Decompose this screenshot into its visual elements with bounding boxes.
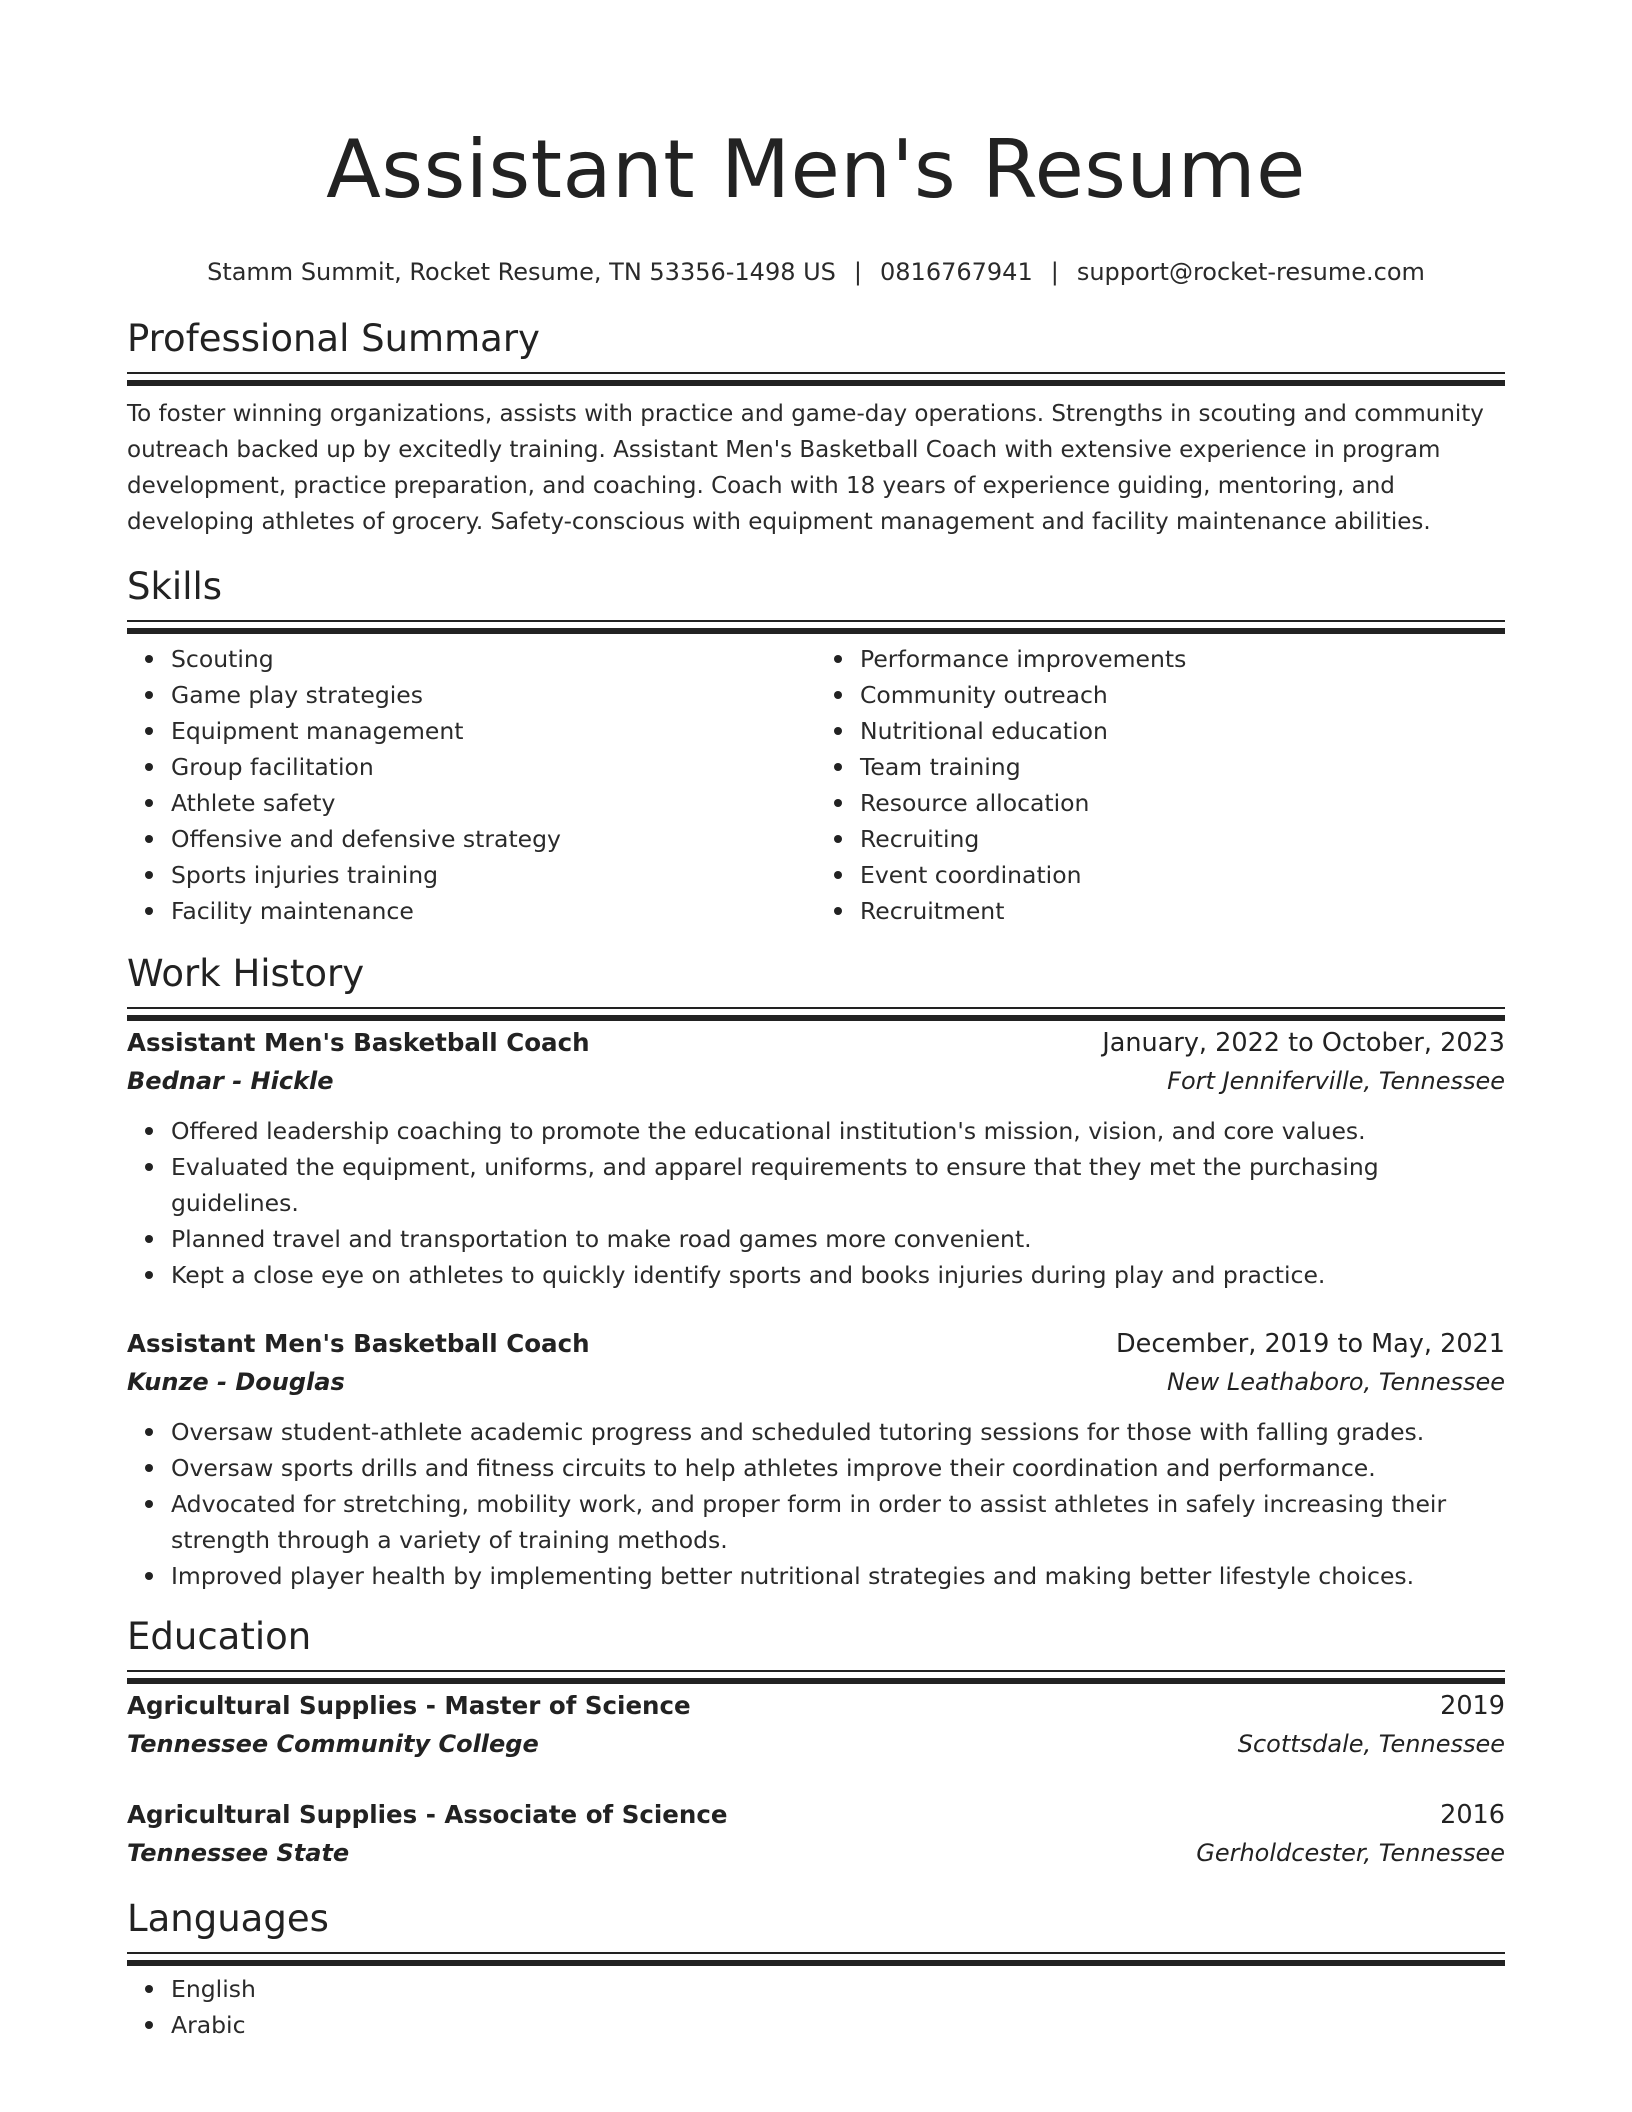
bullet-icon — [145, 835, 153, 843]
list-item: Team training — [860, 749, 1505, 785]
degree-title: Agricultural Supplies - Master of Science — [127, 1691, 691, 1720]
list-item: Athlete safety — [171, 785, 816, 821]
list-item: Kept a close eye on athletes to quickly identify sports and books injuries during play and practice. — [171, 1257, 1505, 1293]
list-item: Offensive and defensive strategy — [171, 821, 816, 857]
address: Stamm Summit, Rocket Resume, TN 53356-1498 US — [207, 258, 836, 286]
bullet-icon — [145, 691, 153, 699]
education-section — [127, 1614, 1505, 1872]
job-duties-list — [127, 1414, 1505, 1594]
list-item: Group facilitation — [171, 749, 816, 785]
section-divider — [127, 1670, 1505, 1672]
list-item: English — [171, 1971, 1505, 2007]
school-name: Tennessee State — [127, 1839, 350, 1867]
list-item: Planned travel and transportation to make road games more convenient. — [171, 1221, 1505, 1257]
list-item: Evaluated the equipment, uniforms, and apparel requirements to ensure that they met the purchasing guidelines. — [171, 1149, 1505, 1221]
section-divider — [127, 620, 1505, 622]
bullet-icon — [834, 727, 842, 735]
contact-line — [127, 256, 1505, 288]
list-item: Community outreach — [860, 677, 1505, 713]
list-item: Offered leadership coaching to promote the educational institution's mission, vision, and core values. — [171, 1113, 1505, 1149]
section-heading: Education — [127, 1615, 312, 1658]
list-item: Facility maintenance — [171, 893, 816, 929]
bullet-icon — [145, 1235, 153, 1243]
skills-list — [127, 641, 816, 929]
bullet-icon — [145, 655, 153, 663]
job-location: New Leathaboro, Tennessee — [1166, 1368, 1505, 1396]
list-item: Equipment management — [171, 713, 816, 749]
resume-title: Assistant Men's Resume — [326, 123, 1306, 216]
summary-text: To foster winning organizations, assists with practice and game-day operations. Strengths in scouting and community outreach backed up by excitedly training. Assistant Men's Basketball Coach with extensive experience in program development, practice preparation, and coaching. Coach with 18 years of experience guiding, mentoring, and developing athletes of grocery. Safety-conscious with equipment management and facility maintenance abilities. — [127, 401, 1484, 535]
list-item: Game play strategies — [171, 677, 816, 713]
list-item: Oversaw sports drills and fitness circuits to help athletes improve their coordination and performance. — [171, 1450, 1505, 1486]
languages-section — [127, 1896, 1505, 2043]
bullet-icon — [145, 763, 153, 771]
bullet-icon — [145, 1271, 153, 1279]
list-item: Arabic — [171, 2007, 1505, 2043]
bullet-icon — [834, 763, 842, 771]
company-name: Kunze - Douglas — [127, 1368, 345, 1396]
separator: | — [1050, 258, 1059, 286]
skills-section — [127, 564, 1505, 929]
job-dates: January, 2022 to October, 2023 — [1102, 1028, 1505, 1058]
list-item: Performance improvements — [860, 641, 1505, 677]
bullet-icon — [145, 1127, 153, 1135]
section-heading: Work History — [127, 952, 365, 995]
education-entry — [127, 1687, 1505, 1763]
job-entry — [127, 1325, 1505, 1594]
skills-column-left — [127, 641, 816, 929]
job-dates: December, 2019 to May, 2021 — [1116, 1329, 1505, 1359]
bullet-icon — [145, 727, 153, 735]
job-title: Assistant Men's Basketball Coach — [127, 1028, 590, 1057]
bullet-icon — [834, 835, 842, 843]
degree-title: Agricultural Supplies - Associate of Science — [127, 1800, 728, 1829]
skills-list — [816, 641, 1505, 929]
skills-column-right — [816, 641, 1505, 929]
bullet-icon — [145, 799, 153, 807]
list-item: Improved player health by implementing better nutritional strategies and making better lifestyle choices. — [171, 1558, 1505, 1594]
job-location: Fort Jenniferville, Tennessee — [1167, 1067, 1505, 1095]
job-title: Assistant Men's Basketball Coach — [127, 1329, 590, 1358]
bullet-icon — [834, 691, 842, 699]
bullet-icon — [834, 799, 842, 807]
bullet-icon — [145, 1464, 153, 1472]
skills-grid — [127, 641, 1505, 929]
bullet-icon — [145, 1985, 153, 1993]
graduation-year: 2016 — [1440, 1800, 1505, 1830]
languages-list — [127, 1971, 1505, 2043]
bullet-icon — [145, 907, 153, 915]
bullet-icon — [834, 871, 842, 879]
list-item: Scouting — [171, 641, 816, 677]
list-item: Nutritional education — [860, 713, 1505, 749]
school-location: Gerholdcester, Tennessee — [1196, 1839, 1505, 1867]
list-item: Advocated for stretching, mobility work, and proper form in order to assist athletes in safely increasing their strength through a variety of training methods. — [171, 1486, 1505, 1558]
section-divider — [127, 1952, 1505, 1954]
graduation-year: 2019 — [1440, 1691, 1505, 1721]
list-item: Recruitment — [860, 893, 1505, 929]
summary-section — [127, 316, 1505, 540]
list-item: Sports injuries training — [171, 857, 816, 893]
bullet-icon — [145, 2021, 153, 2029]
bullet-icon — [834, 907, 842, 915]
email-link[interactable]: support@rocket-resume.com — [1076, 258, 1425, 286]
list-item: Oversaw student-athlete academic progress and scheduled tutoring sessions for those with falling grades. — [171, 1414, 1505, 1450]
bullet-icon — [145, 1428, 153, 1436]
separator: | — [853, 258, 863, 286]
section-divider — [127, 1007, 1505, 1009]
job-entry — [127, 1024, 1505, 1293]
bullet-icon — [834, 655, 842, 663]
section-heading: Professional Summary — [127, 317, 540, 360]
work-section — [127, 951, 1505, 1594]
school-location: Scottsdale, Tennessee — [1237, 1730, 1505, 1758]
bullet-icon — [145, 1163, 153, 1171]
bullet-icon — [145, 871, 153, 879]
list-item: Resource allocation — [860, 785, 1505, 821]
section-heading: Languages — [127, 1897, 329, 1940]
school-name: Tennessee Community College — [127, 1730, 539, 1758]
phone: 0816767941 — [880, 258, 1033, 286]
job-duties-list — [127, 1113, 1505, 1293]
list-item: Recruiting — [860, 821, 1505, 857]
list-item: Event coordination — [860, 857, 1505, 893]
company-name: Bednar - Hickle — [127, 1067, 334, 1095]
bullet-icon — [145, 1572, 153, 1580]
section-divider — [127, 372, 1505, 374]
section-heading: Skills — [127, 565, 223, 608]
bullet-icon — [145, 1500, 153, 1508]
education-entry — [127, 1796, 1505, 1872]
